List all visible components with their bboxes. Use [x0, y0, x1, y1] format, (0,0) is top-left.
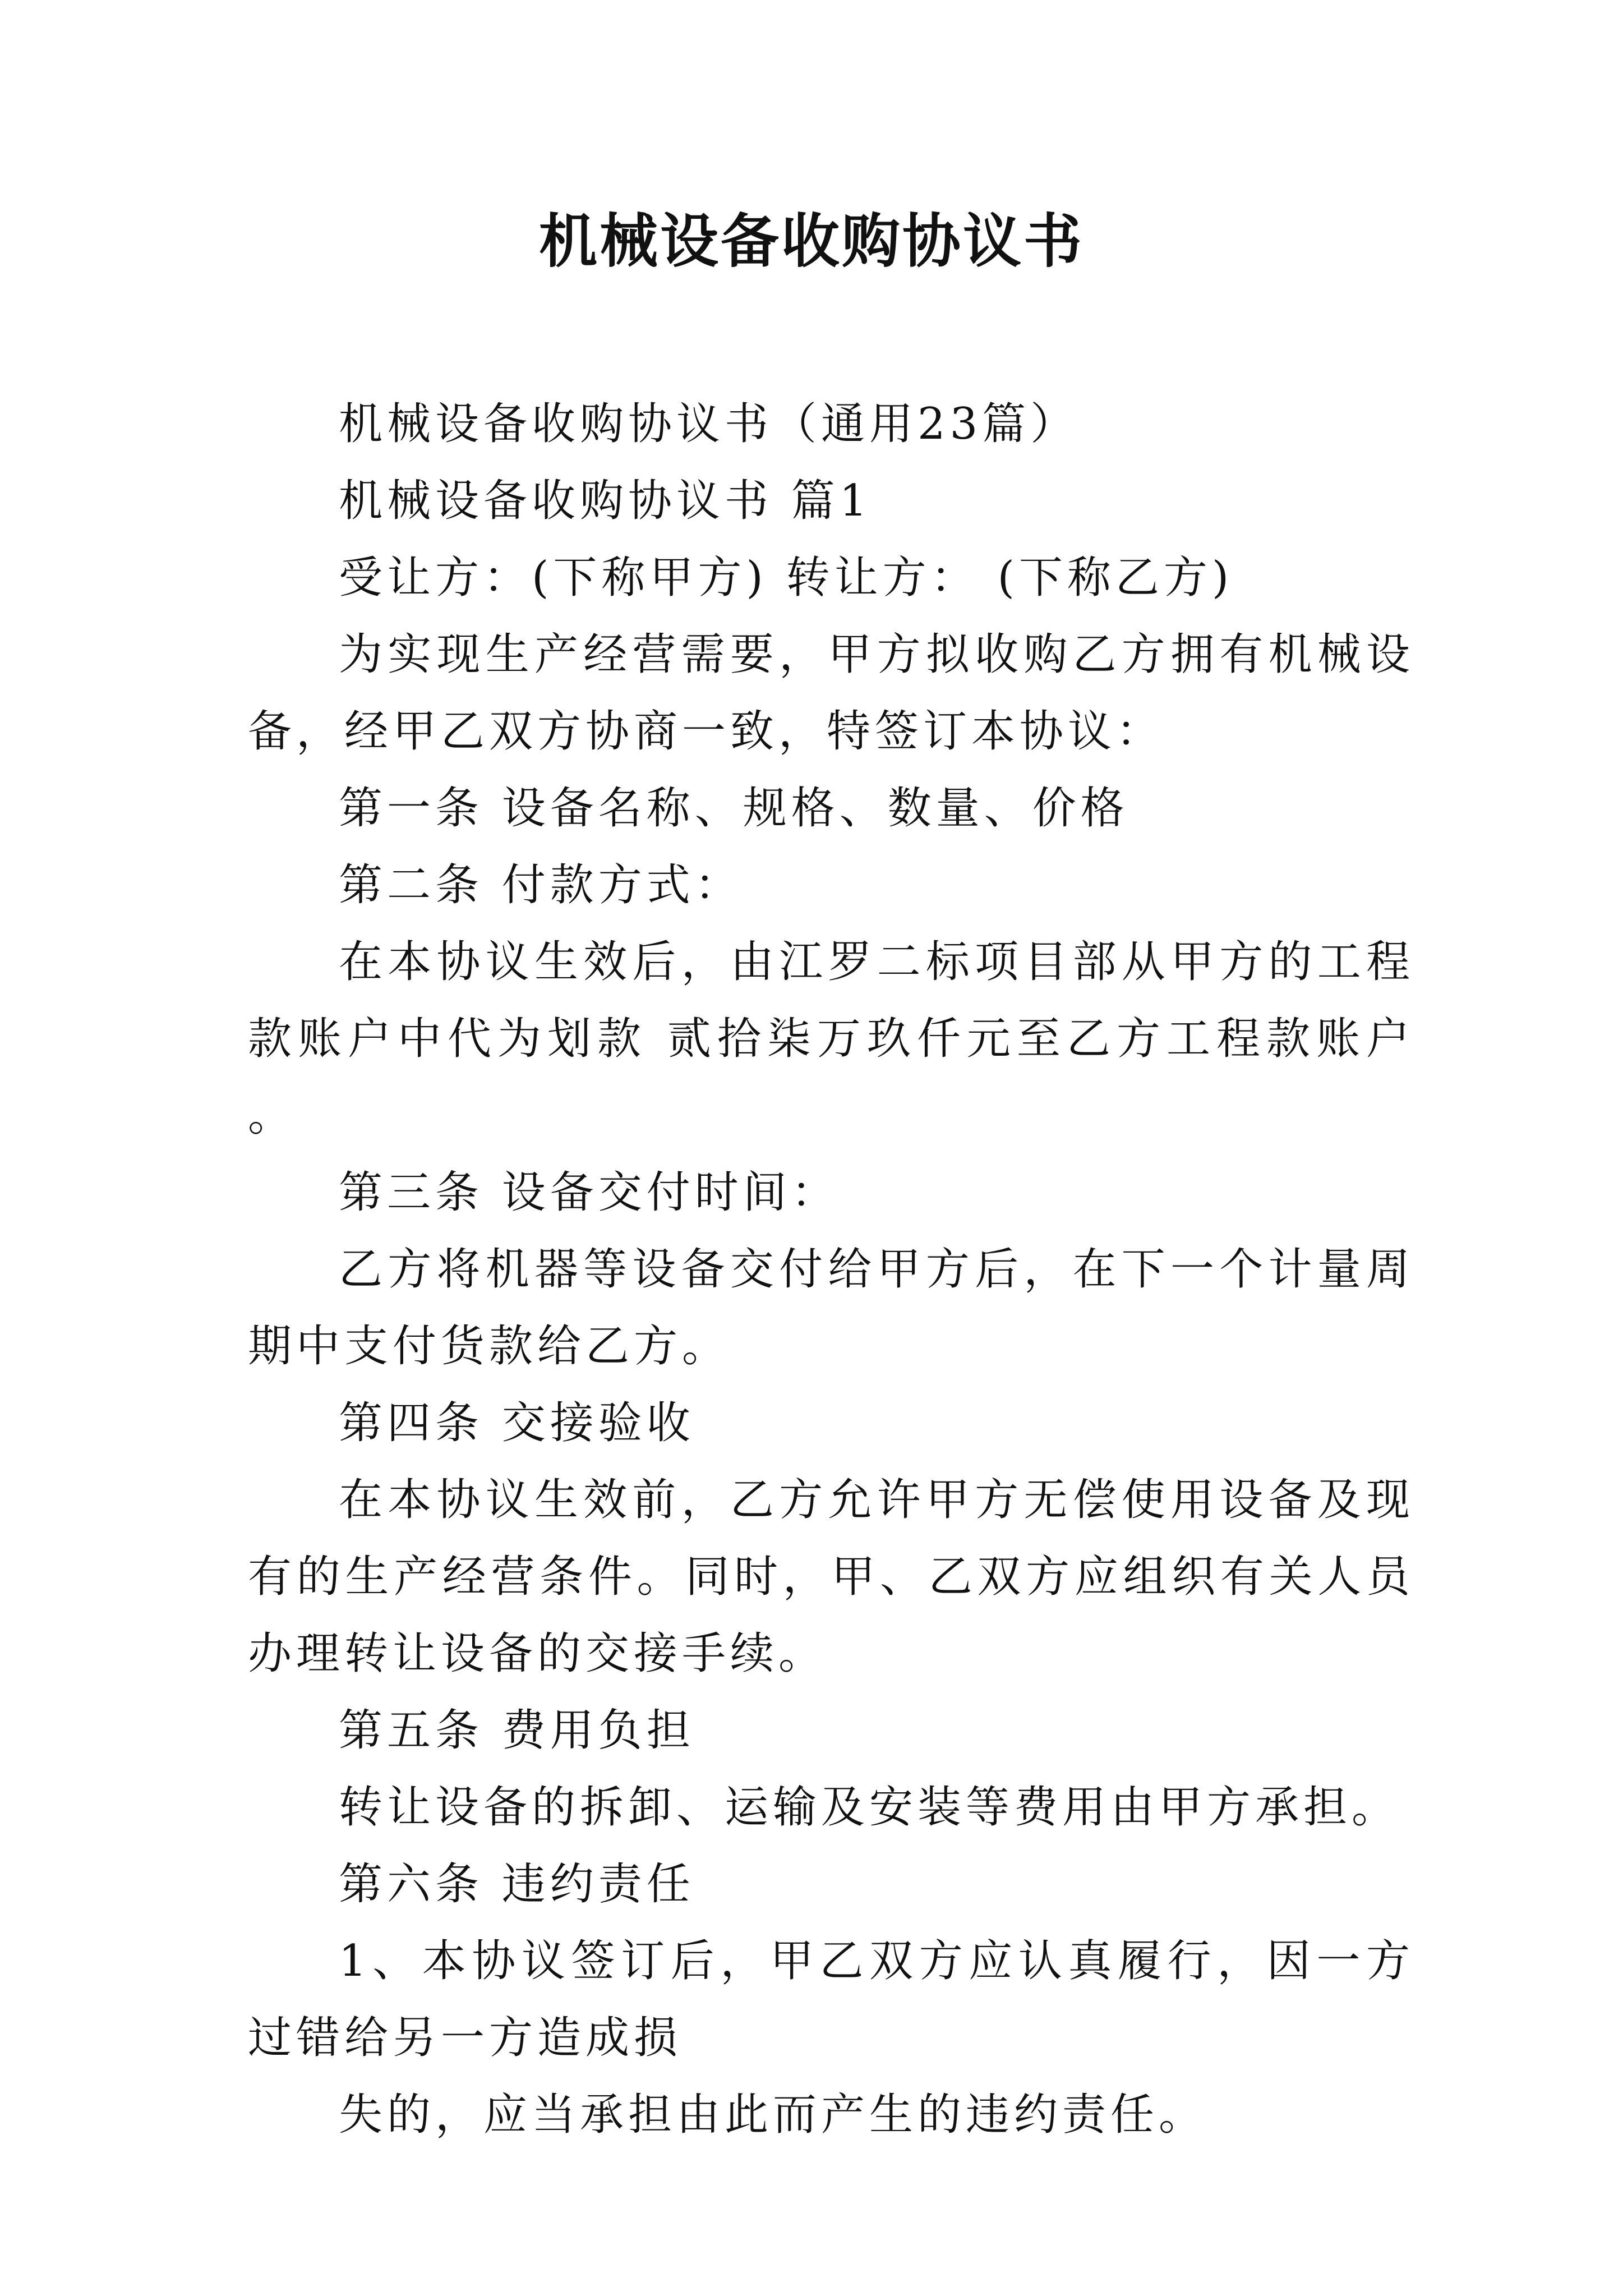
article-5-heading: 第五条 费用负担	[339, 1705, 695, 1756]
article-6-heading: 第六条 违约责任	[339, 1859, 695, 1910]
document-title: 机械设备收购协议书	[538, 206, 1084, 275]
article-4-text: 在本协议生效前，乙方允许甲方无偿使用设备及现有的生产经营条件。同时，甲、乙双方应组织有关人员办理转让设备的交接手续。	[248, 1475, 1414, 1679]
paragraph-parties: 受让方：(下称甲方) 转让方： (下称乙方)	[339, 553, 1234, 603]
paragraph-section-heading: 机械设备收购协议书 篇1	[339, 476, 872, 526]
article-1-heading: 第一条 设备名称、规格、数量、价格	[339, 783, 1129, 834]
article-6-clause-1-cont: 失的，应当承担由此而产生的违约责任。	[339, 2090, 1207, 2140]
article-6-clause-1: 1、本协议签订后，甲乙双方应认真履行，因一方过错给另一方造成损	[248, 1936, 1414, 2063]
paragraph-preamble: 为实现生产经营需要，甲方拟收购乙方拥有机械设备，经甲乙双方协商一致，特签订本协议：	[248, 629, 1414, 757]
article-3-text: 乙方将机器等设备交付给甲方后，在下一个计量周期中支付货款给乙方。	[248, 1244, 1414, 1372]
document-body	[248, 386, 1414, 2154]
article-4-heading: 第四条 交接验收	[339, 1398, 695, 1448]
article-3-heading: 第三条 设备交付时间：	[339, 1167, 840, 1218]
article-5-text: 转让设备的拆卸、运输及安装等费用由甲方承担。	[339, 1782, 1400, 1833]
article-2-text: 在本协议生效后，由江罗二标项目部从甲方的工程款账户中代为划款 贰拾柒万玖仟元至乙方工程款账户。	[248, 937, 1414, 1141]
article-2-heading: 第二条 付款方式：	[339, 860, 743, 910]
paragraph-doc-heading: 机械设备收购协议书（通用23篇）	[339, 399, 1079, 449]
